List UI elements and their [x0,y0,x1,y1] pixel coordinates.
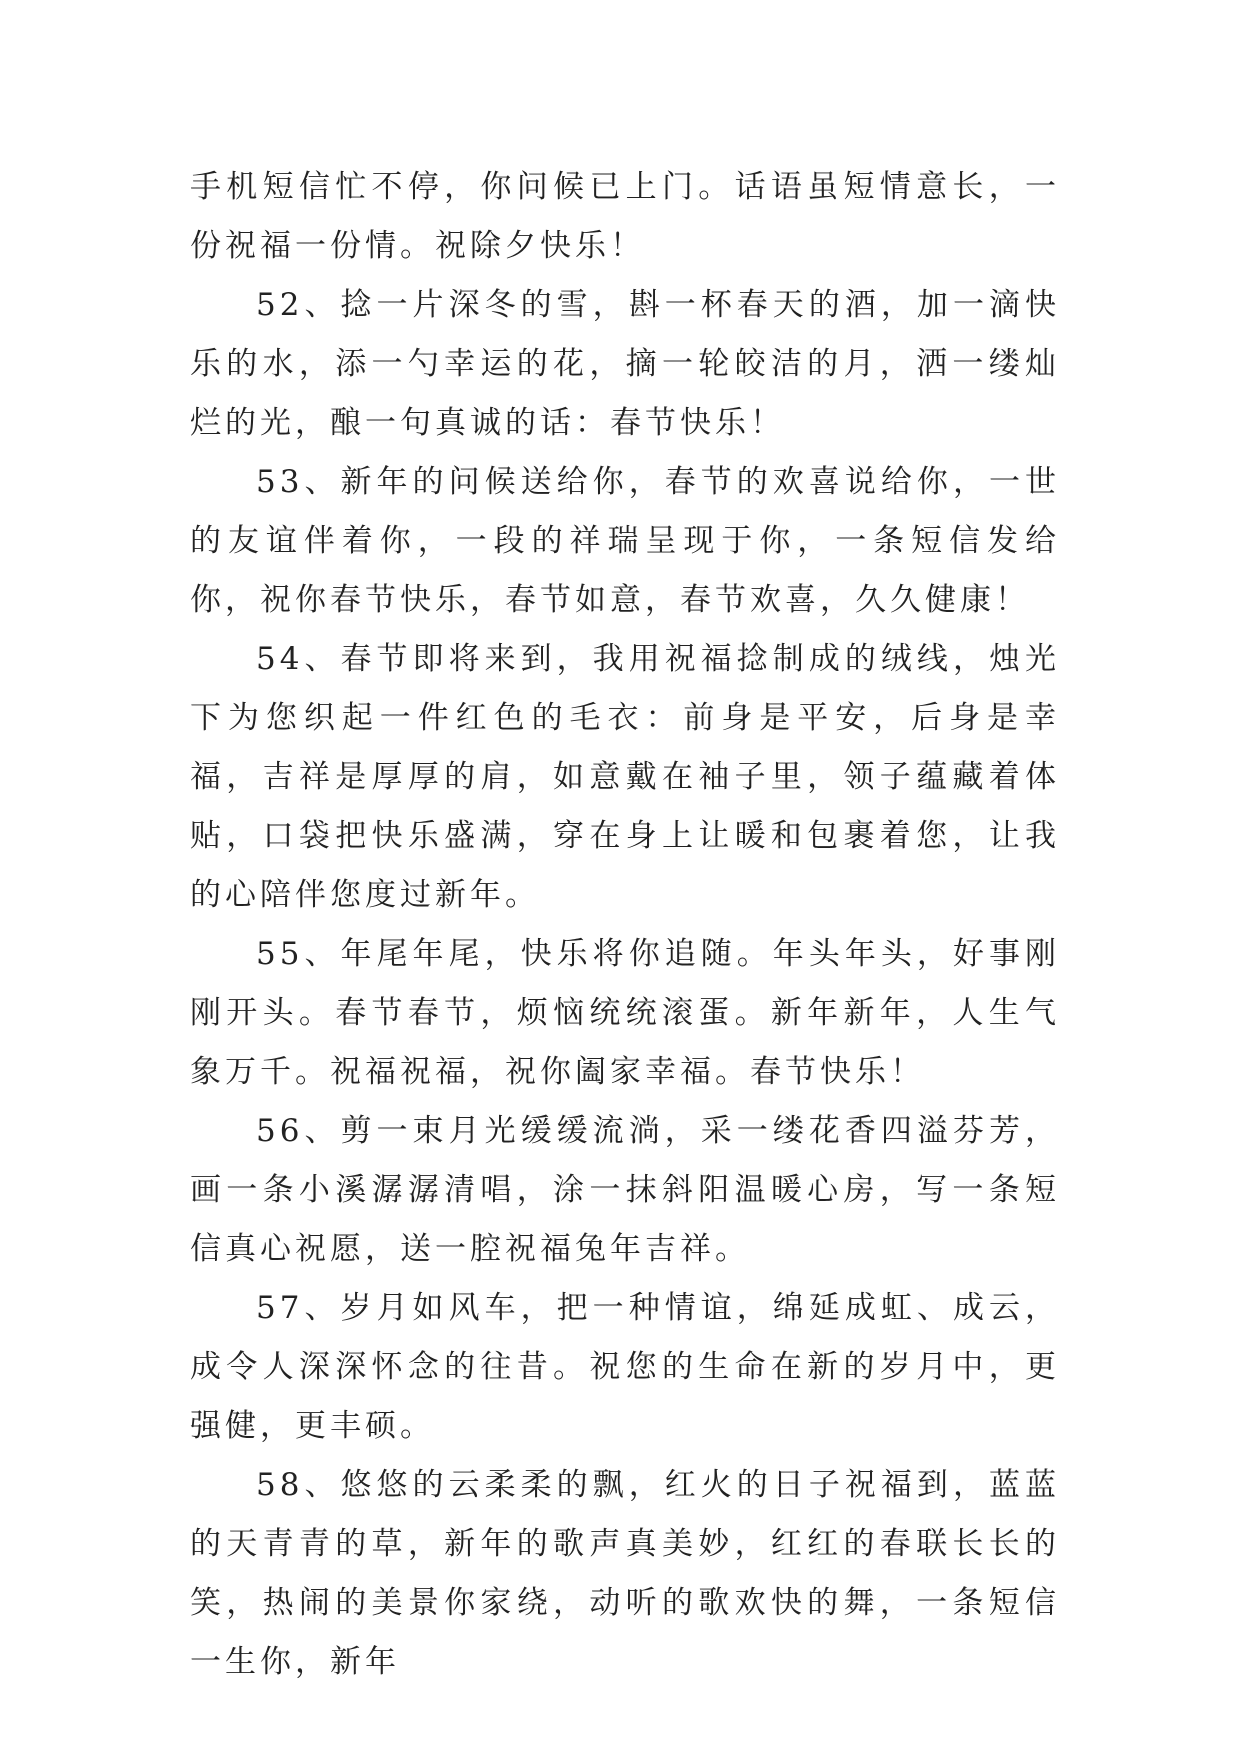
paragraph-53: 53、新年的问候送给你，春节的欢喜说给你，一世的友谊伴着你，一段的祥瑞呈现于你，一条短信发给你，祝你春节快乐，春节如意，春节欢喜，久久健康！ [190,464,1060,618]
paragraph-52: 52、捻一片深冬的雪，斟一杯春天的酒，加一滴快乐的水，添一勺幸运的花，摘一轮皎洁的月，洒一缕灿烂的光，酿一句真诚的话：春节快乐！ [190,287,1060,441]
paragraph-58: 58、悠悠的云柔柔的飘，红火的日子祝福到，蓝蓝的天青青的草，新年的歌声真美妙，红红的春联长长的笑，热闹的美景你家绕，动听的歌欢快的舞，一条短信一生你，新年 [190,1467,1060,1680]
paragraph-54: 54、春节即将来到，我用祝福捻制成的绒线，烛光下为您织起一件红色的毛衣：前身是平安，后身是幸福，吉祥是厚厚的肩，如意戴在袖子里，领子蕴藏着体贴，口袋把快乐盛满，穿在身上让暖和包裹着您，让我的心陪伴您度过新年。 [190,641,1060,913]
paragraph-55: 55、年尾年尾，快乐将你追随。年头年头，好事刚刚开头。春节春节，烦恼统统滚蛋。新年新年，人生气象万千。祝福祝福，祝你阖家幸福。春节快乐！ [190,936,1060,1090]
paragraph-56: 56、剪一束月光缓缓流淌，采一缕花香四溢芬芳，画一条小溪潺潺清唱，涂一抹斜阳温暖心房，写一条短信真心祝愿，送一腔祝福兔年吉祥。 [190,1113,1060,1267]
document-body [190,158,1060,1692]
paragraph-57: 57、岁月如风车，把一种情谊，绵延成虹、成云，成令人深深怀念的往昔。祝您的生命在新的岁月中，更强健，更丰硕。 [190,1290,1060,1444]
paragraph-continuation: 手机短信忙不停，你问候已上门。话语虽短情意长，一份祝福一份情。祝除夕快乐！ [190,169,1060,264]
